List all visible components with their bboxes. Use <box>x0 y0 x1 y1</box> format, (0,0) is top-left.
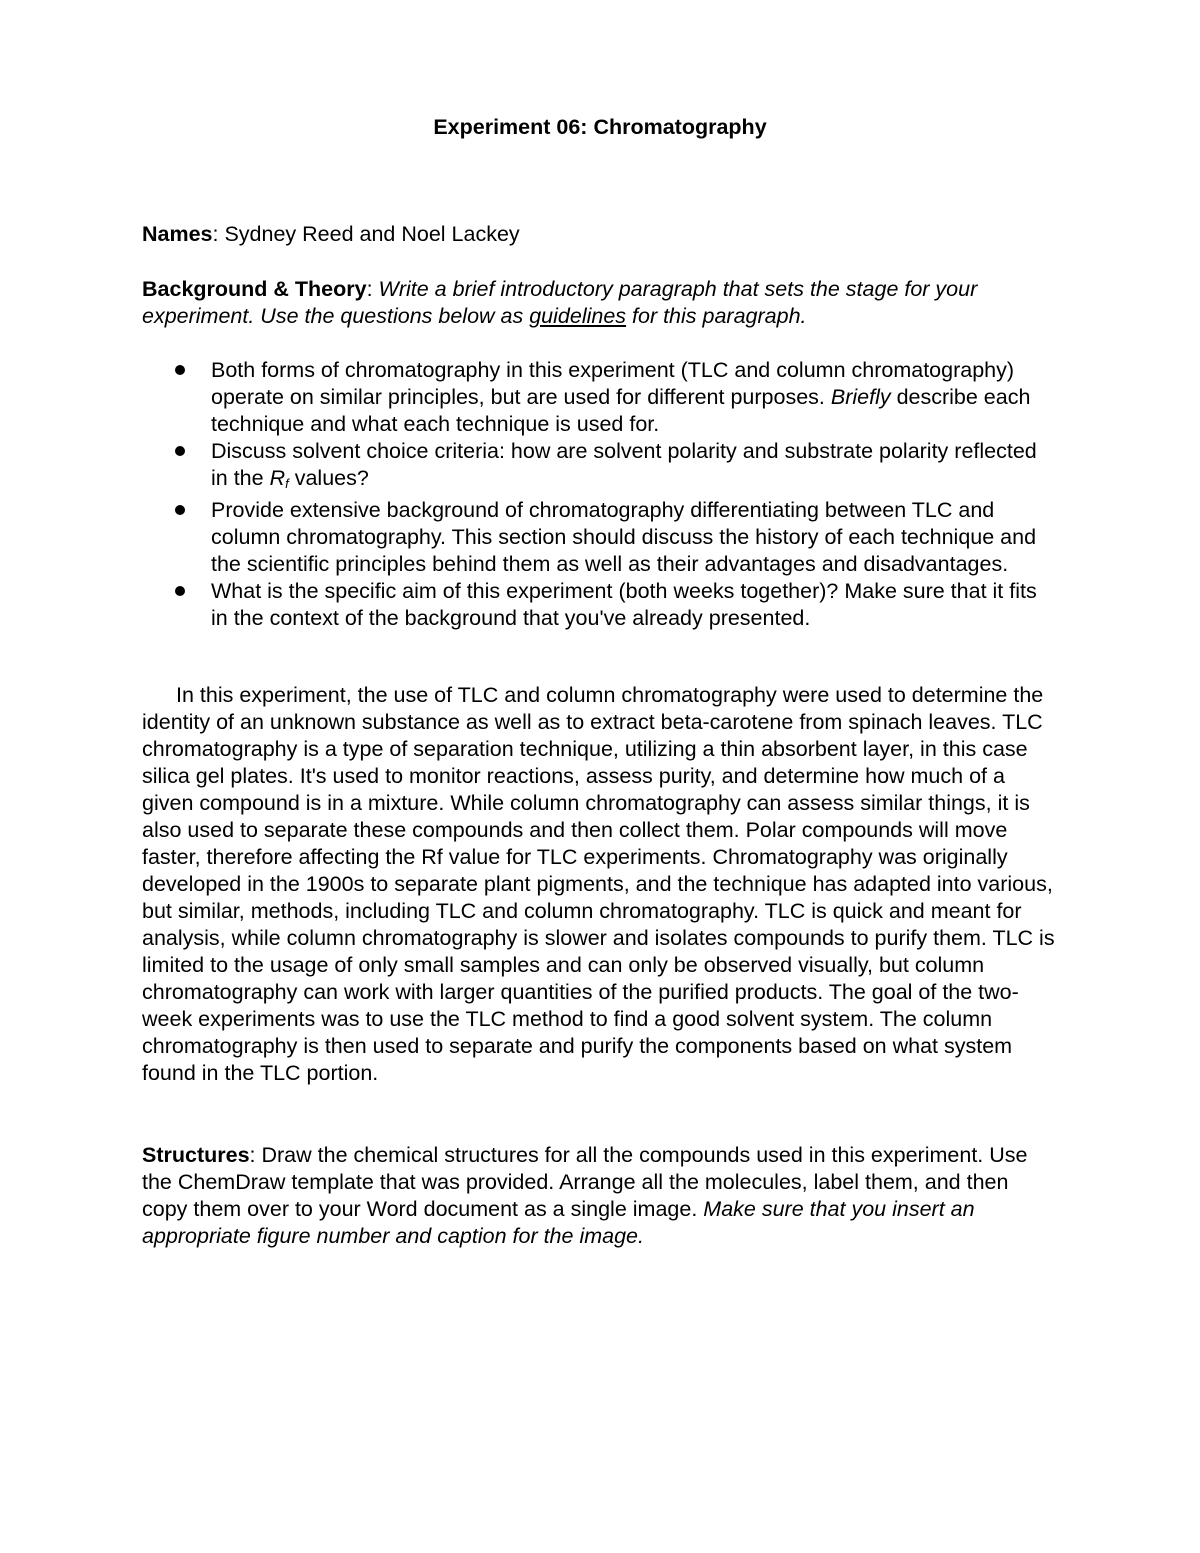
structures-label: Structures <box>142 1143 250 1167</box>
guidelines-text: guidelines <box>529 304 627 328</box>
background-instructions-end: for this paragraph. <box>626 304 807 328</box>
intro-paragraph: In this experiment, the use of TLC and column chromatography were used to determine the identity of an unknown substance as well as to extract beta-carotene from spinach leaves. TLC chromatography is a type of separation technique, utilizing a thin absorbent layer, in this case silica gel plates. It's used to monitor reactions, assess purity, and determine how much of a given compound is in a mixture. While column chromatography can assess similar things, it is also used to separate these compounds and then collect them. Polar compounds will move faster, therefore affecting the Rf value for TLC experiments. Chromatography was originally developed in the 1900s to separate plant pigments, and the technique has adapted into various, but similar, methods, including TLC and column chromatography. TLC is quick and meant for analysis, while column chromatography is slower and isolates compounds to purify them. TLC is limited to the usage of only small samples and can only be observed visually, but column chromatography can work with larger quantities of the purified products. The goal of the two-week experiments was to use the TLC method to find a good solvent system. The column chromatography is then used to separate and purify the components based on what system found in the TLC portion. <box>142 683 1055 1085</box>
rf-symbol: $R_f$ <box>269 466 289 491</box>
list-item <box>142 357 1041 438</box>
structures-emphasis: Make sure that you insert an appropriate figure number and caption for the image. <box>142 1197 975 1248</box>
names-value: : Sydney Reed and Noel Lackey <box>212 222 520 246</box>
bullet-icon <box>175 446 185 456</box>
page-title: Experiment 06: Chromatography <box>433 115 767 139</box>
bullet-icon <box>175 505 185 515</box>
bullet-1-emphasis: Briefly <box>830 385 891 409</box>
bullet-1-text-end: describe each technique and what each technique is used for. <box>211 385 1031 436</box>
structures-section <box>142 1142 1052 1250</box>
structures-text: : Draw the chemical structures for all the compounds used in this experiment. Use the ChemDraw template that was provided. Arrange all the molecules, label them, and then copy them over to your Word document as a single image. <box>142 1143 1028 1221</box>
guideline-bullet-list <box>142 357 1062 632</box>
names-label: Names <box>142 222 213 246</box>
background-colon: : <box>366 277 379 301</box>
names-line <box>142 221 520 248</box>
bullet-2-text: Discuss solvent choice criteria: how are solvent polarity and substrate polarity reflected in the <box>211 439 1037 490</box>
bullet-icon <box>175 365 185 375</box>
background-theory-heading <box>142 276 1062 330</box>
bullet-1-text: Both forms of chromatography in this experiment (TLC and column chromatography) operate on similar principles, but are used for different purposes. <box>211 358 1015 409</box>
bullet-3-text: Provide extensive background of chromatography differentiating between TLC and column chromatography. This section should discuss the history of each technique and the scientific principles behind them as well as their advantages and disadvantages. <box>211 498 1037 576</box>
bullet-4-text: What is the specific aim of this experiment (both weeks together)? Make sure that it fits in the context of the background that you've already presented. <box>211 579 1037 630</box>
bullet-icon <box>175 586 185 596</box>
background-label: Background & Theory <box>142 277 367 301</box>
bullet-2-text-end: values? <box>288 466 369 490</box>
list-item <box>142 497 1041 578</box>
background-instructions: Write a brief introductory paragraph that sets the stage for your experiment. Use the questions below as <box>142 277 978 328</box>
list-item <box>142 438 1041 497</box>
list-item <box>142 578 1041 632</box>
